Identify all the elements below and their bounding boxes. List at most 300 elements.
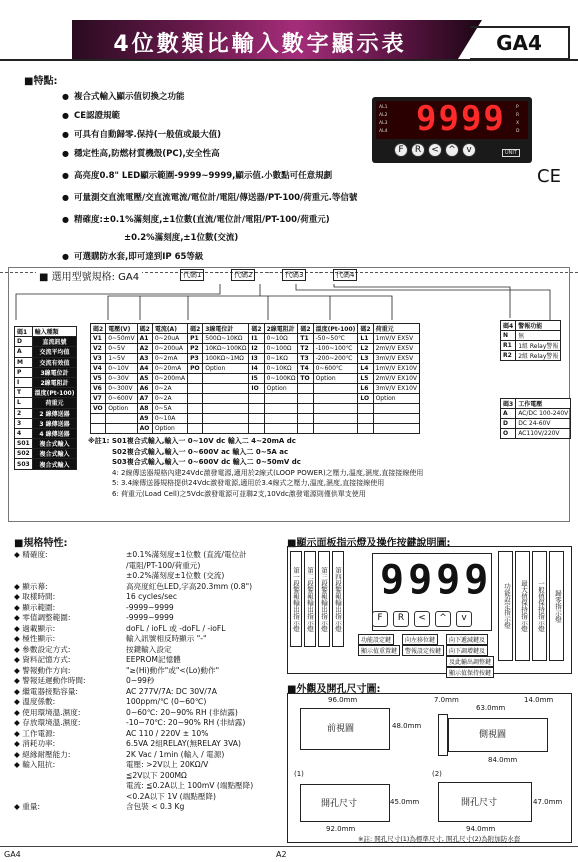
spec-row — [14, 687, 286, 698]
table-cell — [203, 424, 249, 434]
side-view — [448, 718, 548, 752]
table-code-cell: S03 — [15, 459, 33, 469]
spec-value: AC 110 / 220V ± 10% — [126, 728, 209, 738]
device-front — [372, 97, 532, 163]
table-row — [15, 337, 77, 347]
table-row — [91, 404, 420, 414]
table-header-cell: 3線電位計 — [203, 324, 249, 334]
panel-key-icon: ^ — [435, 611, 451, 627]
table-code-cell: A — [15, 347, 33, 357]
table-row — [15, 418, 77, 428]
table-cell: Option — [373, 394, 419, 404]
dim-84: 84.0mm — [488, 756, 518, 764]
spec-label — [14, 792, 126, 803]
table-code-cell: A9 — [137, 414, 152, 424]
table-header-cell: 溫度(Pt-100) — [313, 324, 358, 334]
spec-value: 0~60℃: 20~90% RH (非結露) — [126, 707, 238, 717]
spec-value: 電流: ≦0.2A以上 100mV (端點壓降) — [126, 781, 254, 790]
table-cell: 0~100Ω — [264, 344, 298, 354]
table-row — [91, 364, 420, 374]
spec-row — [14, 792, 286, 803]
table-header-cell: 荷重元 — [373, 324, 419, 334]
panel-right-callout: 最大值保持指示燈 — [515, 551, 530, 661]
panel-heading: ■顯示面板指示燈及操作按鍵說明圖: — [287, 538, 451, 549]
table-cell: 0~200mA — [152, 374, 187, 384]
code-separator: - — [267, 269, 270, 277]
cutout-2-label: (2) — [432, 770, 442, 778]
spec-label: ◆ 過載顯示: — [14, 623, 56, 633]
spec-row — [14, 571, 286, 582]
spec-row — [14, 708, 286, 719]
alarm-indicator-label: AL4 — [379, 129, 388, 134]
table-code-cell: I2 — [249, 344, 264, 354]
table-code-cell: V5 — [91, 374, 106, 384]
spec-row — [14, 561, 286, 572]
table-cell — [373, 424, 419, 434]
table-header-cell: 工作電壓 — [516, 399, 571, 409]
spec-row — [14, 613, 286, 624]
table-row — [91, 394, 420, 404]
table-cell: 2mV/V EX10V — [373, 374, 419, 384]
status-indicator-label: D — [516, 129, 520, 134]
spec-value: /電阻/PT-100/荷重元) — [126, 560, 201, 570]
code3-table — [500, 398, 571, 439]
spec-row — [14, 645, 286, 656]
cutout-2-text: 開孔尺寸 — [461, 798, 498, 808]
spec-label: ◆ 警報延遲動作時間: — [14, 676, 86, 685]
spec-label: ◆ 繼電器接點容量: — [14, 686, 78, 696]
table-cell: Option — [152, 424, 187, 434]
table-cell: 直流訊號 — [32, 337, 77, 347]
code4-table — [500, 320, 561, 361]
spec-row — [14, 750, 286, 761]
spec-value: 0~99秒 — [126, 676, 155, 685]
note-line: 6: 荷重元(Load Cell)之5Vdc激發電源可並聯2支,10Vdc激發電源則僅供單支使用 — [112, 489, 366, 498]
note-line: S02複合式輸入,輸入一 0~600V ac 輸入二 0~5A ac — [112, 447, 289, 456]
front-label: 前視圖 — [327, 724, 355, 734]
table-code-cell: R2 — [501, 351, 516, 361]
spec-label: ◆ 消耗功率: — [14, 739, 56, 748]
footer-left: GA4 — [4, 850, 21, 859]
table-header-cell: 碼3 — [501, 399, 516, 409]
specs-heading: ■規格特性: — [14, 538, 68, 549]
table-cell: 無 — [516, 331, 561, 341]
table-header-row — [501, 399, 571, 409]
spec-label: ◆ 溫度係數: — [14, 697, 56, 706]
table-code-cell: T1 — [298, 334, 313, 344]
table-code-cell: L4 — [358, 364, 373, 374]
table-cell — [203, 374, 249, 384]
table-header-cell: 碼2 — [91, 324, 106, 334]
ce-mark: CE — [537, 166, 561, 187]
table-code-cell: A5 — [137, 374, 152, 384]
table-code-cell — [298, 424, 313, 434]
table-cell: 0~2A — [152, 384, 187, 394]
table-cell: 0~10V — [106, 364, 137, 374]
panel-key-callout: 顯示值保持按鍵 — [446, 667, 494, 678]
table-code-cell: V4 — [91, 364, 106, 374]
feature-item: ● 可選購防水套,即可達到IP 65等級 — [62, 252, 203, 262]
table-row — [15, 388, 77, 398]
spec-label: ◆ 輸入阻抗: — [14, 760, 56, 769]
table-cell: 0~600V — [106, 394, 137, 404]
feature-item: ±0.2%滿刻度,±1位數(交流) — [124, 233, 239, 243]
table-row — [501, 419, 571, 429]
table-cell: Option — [313, 374, 358, 384]
table-code-cell: T4 — [298, 364, 313, 374]
table-code-cell: LO — [358, 394, 373, 404]
table-cell: 0~10KΩ — [264, 364, 298, 374]
table-cell: 3 線傳送器 — [32, 418, 77, 428]
feature-item: ● 精確度:±0.1%滿刻度,±1位數(直流/電位計/電阻/PT-100/荷重元) — [62, 215, 330, 225]
spec-label: ◆ 極性顯示: — [14, 634, 56, 643]
table-cell: DC 24-60V — [516, 419, 571, 429]
device-keys — [394, 143, 476, 159]
spec-value: 電壓: >2V以上 20KΩ/V — [126, 760, 209, 769]
table-row — [501, 409, 571, 419]
panel-left-callout: 第四段警報輸出指示燈 — [332, 551, 344, 647]
note-line: S03複合式輸入,輸入一 0~600V dc 輸入二 0~50mV dc — [112, 458, 301, 466]
table-row — [15, 428, 77, 438]
table-row — [91, 344, 420, 354]
table-cell: 溫度(Pt-100) — [32, 388, 77, 398]
table-code-cell — [358, 424, 373, 434]
spec-label: ◆ 精確度: — [14, 550, 48, 559]
note-line: 5: 3.4線傳送器規格提供24Vdc激發電源,適用於3.4線式之壓力,溫度,濕度,直接接線使用 — [112, 479, 385, 487]
table-cell — [264, 394, 298, 404]
panel-key-icon: v — [456, 611, 472, 627]
table-code-cell: VO — [91, 404, 106, 414]
spec-value: -9999~9999 — [126, 602, 174, 612]
table-cell: 2mV/V EX5V — [373, 344, 419, 354]
spec-value: 含包裝 < 0.3 Kg — [126, 802, 185, 811]
spec-label: ◆ 資料記憶方式: — [14, 655, 71, 664]
table-cell: 複合式輸入 — [32, 449, 77, 459]
cutout-1-width: 92.0mm — [326, 825, 356, 833]
spec-row — [14, 634, 286, 645]
spec-label: ◆ 重量: — [14, 802, 40, 811]
table-header-cell: 碼4 — [501, 321, 516, 331]
table-code-cell: PO — [188, 364, 203, 374]
panel-key-callout: 向下遞減鍵及 — [446, 634, 488, 645]
code-separator: - — [318, 269, 321, 277]
code-separator: - — [216, 269, 219, 277]
table-code-cell — [298, 414, 313, 424]
table-code-cell — [91, 414, 106, 424]
page-header — [0, 0, 578, 64]
table-code-cell: I1 — [249, 334, 264, 344]
spec-row — [14, 676, 286, 687]
cutout-2-height: 47.0mm — [533, 798, 563, 806]
spec-value: AC 277V/7A: DC 30V/7A — [126, 686, 217, 696]
code-boxes — [180, 269, 357, 281]
table-code-cell: D — [501, 419, 516, 429]
spec-label: ◆ 零值調整範圍: — [14, 613, 71, 622]
table-cell: -200~200℃ — [313, 354, 358, 364]
table-code-cell: L1 — [358, 334, 373, 344]
table-cell: AC/DC 100-240V — [516, 409, 571, 419]
device-digits: 9999 — [416, 99, 506, 139]
alarm-indicator-label: AL2 — [379, 113, 388, 118]
table-code-cell: I4 — [249, 364, 264, 374]
table-code-cell: A2 — [137, 344, 152, 354]
table-code-cell: A1 — [137, 334, 152, 344]
table-code-cell: A8 — [137, 404, 152, 414]
table-cell — [373, 404, 419, 414]
code1-table — [14, 326, 77, 470]
table-code-cell — [188, 394, 203, 404]
spec-value: ±0.1%滿刻度±1位數 (直流/電位計 — [126, 550, 247, 559]
feature-item: ● 可具有自動歸零.保持(一般值或最大值) — [62, 130, 221, 140]
device-alarm-labels — [379, 104, 387, 136]
table-code-cell — [188, 374, 203, 384]
table-code-cell — [249, 424, 264, 434]
table-code-cell: V7 — [91, 394, 106, 404]
spec-row — [14, 550, 286, 561]
table-cell: 0~300V — [106, 384, 137, 394]
table-code-cell: T3 — [298, 354, 313, 364]
cutout-1-height: 45.0mm — [390, 798, 420, 806]
table-cell: 0~100KΩ — [264, 374, 298, 384]
front-view — [300, 708, 390, 750]
spec-row — [14, 592, 286, 603]
panel-key-callout: 功能設定鍵 — [358, 634, 394, 645]
table-cell: 0~20uA — [152, 334, 187, 344]
spec-label: ◆ 顯示範圍: — [14, 602, 56, 612]
panel-left-callout: 第三段警報輸出指示燈 — [318, 551, 330, 647]
table-code-cell: AO — [137, 424, 152, 434]
table-cell — [373, 414, 419, 424]
table-cell — [203, 384, 249, 394]
table-header-cell: 碼1 — [15, 327, 33, 337]
table-cell: 3線電位計 — [32, 367, 77, 377]
spec-value: ±0.2%滿刻度±1位數 (交流) — [126, 571, 225, 580]
device-unit-label: UNIT — [502, 149, 520, 157]
table-cell: 0~600℃ — [313, 364, 358, 374]
table-cell — [313, 384, 358, 394]
table-code-cell: L2 — [358, 344, 373, 354]
status-indicator-label: P — [516, 105, 519, 110]
spec-label — [14, 781, 126, 792]
dims-note: ※註: 開孔尺寸(1)為標準尺寸, 開孔尺寸(2)為附加防水套 — [358, 835, 521, 843]
panel-keys — [372, 611, 472, 627]
table-cell: 荷重元 — [32, 398, 77, 408]
table-cell: -100~100℃ — [313, 344, 358, 354]
table-code-cell: O — [501, 429, 516, 439]
table-code-cell — [298, 394, 313, 404]
table-row — [501, 331, 561, 341]
feature-item: ● CE認證規範 — [62, 111, 120, 121]
panel-right-callout: 功能設定指示燈 — [498, 551, 513, 661]
spec-label: ◆ 使用環境溫.濕度: — [14, 707, 81, 717]
spec-value: -9999~9999 — [126, 613, 174, 622]
table-code-cell: T — [15, 388, 33, 398]
spec-label: ◆ 存放環境溫.濕度: — [14, 718, 81, 727]
table-code-cell — [91, 424, 106, 434]
table-cell — [203, 414, 249, 424]
device-status-labels — [516, 104, 519, 136]
device-key-icon: v — [462, 143, 476, 157]
panel-key-callout: 及此輸出調整鍵 — [446, 656, 494, 667]
panel-left-callouts — [290, 551, 344, 647]
spec-label — [14, 771, 126, 782]
table-code-cell: A7 — [137, 394, 152, 404]
table-code-cell — [188, 424, 203, 434]
table-code-cell: T2 — [298, 344, 313, 354]
table-cell: 10KΩ~100KΩ — [203, 344, 249, 354]
table-code-cell: N — [501, 331, 516, 341]
table-code-cell: I5 — [249, 374, 264, 384]
table-cell — [264, 424, 298, 434]
panel-key-callout: 向下調增鍵及 — [446, 645, 488, 656]
table-code-cell: V3 — [91, 354, 106, 364]
table-code-cell: I3 — [249, 354, 264, 364]
spec-value: 按鍵輸入設定 — [126, 644, 172, 654]
spec-label: ◆ 絕緣耐壓能力: — [14, 749, 71, 759]
table-code-cell: S02 — [15, 449, 33, 459]
table-code-cell — [188, 414, 203, 424]
table-row — [15, 377, 77, 387]
spec-row — [14, 771, 286, 782]
spec-row — [14, 802, 286, 813]
table-header-cell: 電壓(V) — [106, 324, 137, 334]
status-indicator-label: R — [516, 113, 520, 118]
cutout-1 — [300, 784, 390, 822]
table-cell: 3mV/V EX10V — [373, 384, 419, 394]
table-cell: -50~50℃ — [313, 334, 358, 344]
device-key-icon: R — [411, 143, 425, 157]
table-row — [501, 429, 571, 439]
spec-label — [14, 571, 126, 582]
table-header-cell: 警報功能 — [516, 321, 561, 331]
spec-value: -10~70℃: 20~90% RH (非結露) — [126, 718, 246, 727]
table-row — [15, 347, 77, 357]
table-cell: 2線電阻計 — [32, 377, 77, 387]
feature-item: ● 可量測交直流電壓/交直流電流/電位計/電阻/傳送器/PT-100/荷重元.等信號 — [62, 193, 357, 203]
spec-label: ◆ 顯示幕: — [14, 581, 48, 591]
table-code-cell: A3 — [137, 354, 152, 364]
table-header-cell: 輸入種類 — [32, 327, 77, 337]
features-heading: ■特點: — [24, 76, 58, 87]
front-height: 48.0mm — [392, 722, 422, 730]
table-cell: 0~2mA — [152, 354, 187, 364]
spec-row — [14, 729, 286, 740]
spec-value: EEPROM記憶體 — [126, 655, 181, 664]
table-row — [15, 459, 77, 469]
table-cell: AC110V/220V — [516, 429, 571, 439]
spec-row — [14, 739, 286, 750]
table-code-cell — [358, 414, 373, 424]
table-row — [91, 424, 420, 434]
spec-value: 2K Vac / 1min (輸入 / 電源) — [126, 749, 225, 759]
table-row — [91, 414, 420, 424]
footer-rule — [0, 846, 578, 847]
table-code-cell — [188, 404, 203, 414]
table-cell: 交流平均值 — [32, 347, 77, 357]
spec-value: ≦2V以下 200MΩ — [126, 770, 187, 780]
device-key-icon: ^ — [445, 143, 459, 157]
table-code-cell — [298, 384, 313, 394]
device-key-icon: F — [394, 143, 408, 157]
table-cell: 2 線傳送器 — [32, 408, 77, 418]
spec-row — [14, 760, 286, 771]
dims-diagram — [287, 693, 572, 843]
table-row — [15, 408, 77, 418]
panel-key-icon: < — [414, 611, 430, 627]
table-row — [15, 439, 77, 449]
spec-row — [14, 666, 286, 677]
table-cell: Option — [106, 404, 137, 414]
spec-row — [14, 718, 286, 729]
table-cell: 0~1KΩ — [264, 354, 298, 364]
note-line: ※註1: S01複合式輸入,輸入一 0~10V dc 輸入二 4~20mA dc — [88, 437, 296, 445]
table-code-cell: 4 — [15, 428, 33, 438]
table-code-cell: L6 — [358, 384, 373, 394]
feature-item: ● 穩定性高,防燃材質機殼(PC),安全性高 — [62, 149, 220, 159]
code-box: 代碼1 — [180, 269, 204, 281]
model-badge: GA4 — [470, 26, 570, 60]
table-row — [15, 367, 77, 377]
table-cell — [313, 394, 358, 404]
panel-key-icon: F — [372, 611, 388, 627]
table-code-cell: L3 — [358, 354, 373, 364]
spec-value: "≥(Hi)動作"或"<(Lo)動作" — [126, 665, 220, 675]
code-box: 代碼2 — [231, 269, 255, 281]
table-cell — [264, 414, 298, 424]
status-indicator-label: X — [516, 121, 520, 126]
panel-right-callout: 一般值保持指示燈 — [532, 551, 547, 661]
table-code-cell: V2 — [91, 344, 106, 354]
table-code-cell: R1 — [501, 341, 516, 351]
feature-item: ● 複合式輸入顯示值切換之功能 — [62, 92, 185, 102]
spec-row — [14, 781, 286, 792]
table-code-cell: TO — [298, 374, 313, 384]
table-cell: 複合式輸入 — [32, 439, 77, 449]
table-cell: 0~5V — [106, 344, 137, 354]
spec-value: 6.5VA 2組RELAY(無RELAY 3VA) — [126, 739, 241, 748]
table-cell: 1~5V — [106, 354, 137, 364]
table-cell: 2組 Relay警報 — [516, 351, 561, 361]
panel-key-callout: 向左移位鍵 — [402, 634, 438, 645]
table-header-cell: 碼2 — [188, 324, 203, 334]
table-header-row — [501, 321, 561, 331]
spec-label: ◆ 警報動作方向: — [14, 665, 71, 675]
table-cell: 1mV/V EX5V — [373, 334, 419, 344]
table-code-cell: P — [15, 367, 33, 377]
device-display — [376, 101, 528, 139]
spec-label: ◆ 參數設定方式: — [14, 644, 71, 654]
table-header-row — [15, 327, 77, 337]
table-cell: 0~10Ω — [264, 334, 298, 344]
table-cell: 1mV/V EX10V — [373, 364, 419, 374]
spec-row — [14, 655, 286, 666]
spec-row — [14, 624, 286, 635]
table-code-cell: A6 — [137, 384, 152, 394]
ordering-notes — [88, 436, 423, 499]
table-header-cell: 2線電阻計 — [264, 324, 298, 334]
table-code-cell: V1 — [91, 334, 106, 344]
panel-key-icon: R — [393, 611, 409, 627]
front-width: 96.0mm — [328, 696, 358, 704]
table-code-cell — [358, 404, 373, 414]
table-header-cell: 碼2 — [249, 324, 264, 334]
table-cell — [106, 414, 137, 424]
header-rule — [0, 59, 578, 61]
table-cell — [313, 404, 358, 414]
spec-label: ◆ 取樣時間: — [14, 592, 56, 601]
table-cell: Option — [203, 364, 249, 374]
ordering-heading: ■ 選用型號規格: GA4 — [36, 268, 142, 283]
